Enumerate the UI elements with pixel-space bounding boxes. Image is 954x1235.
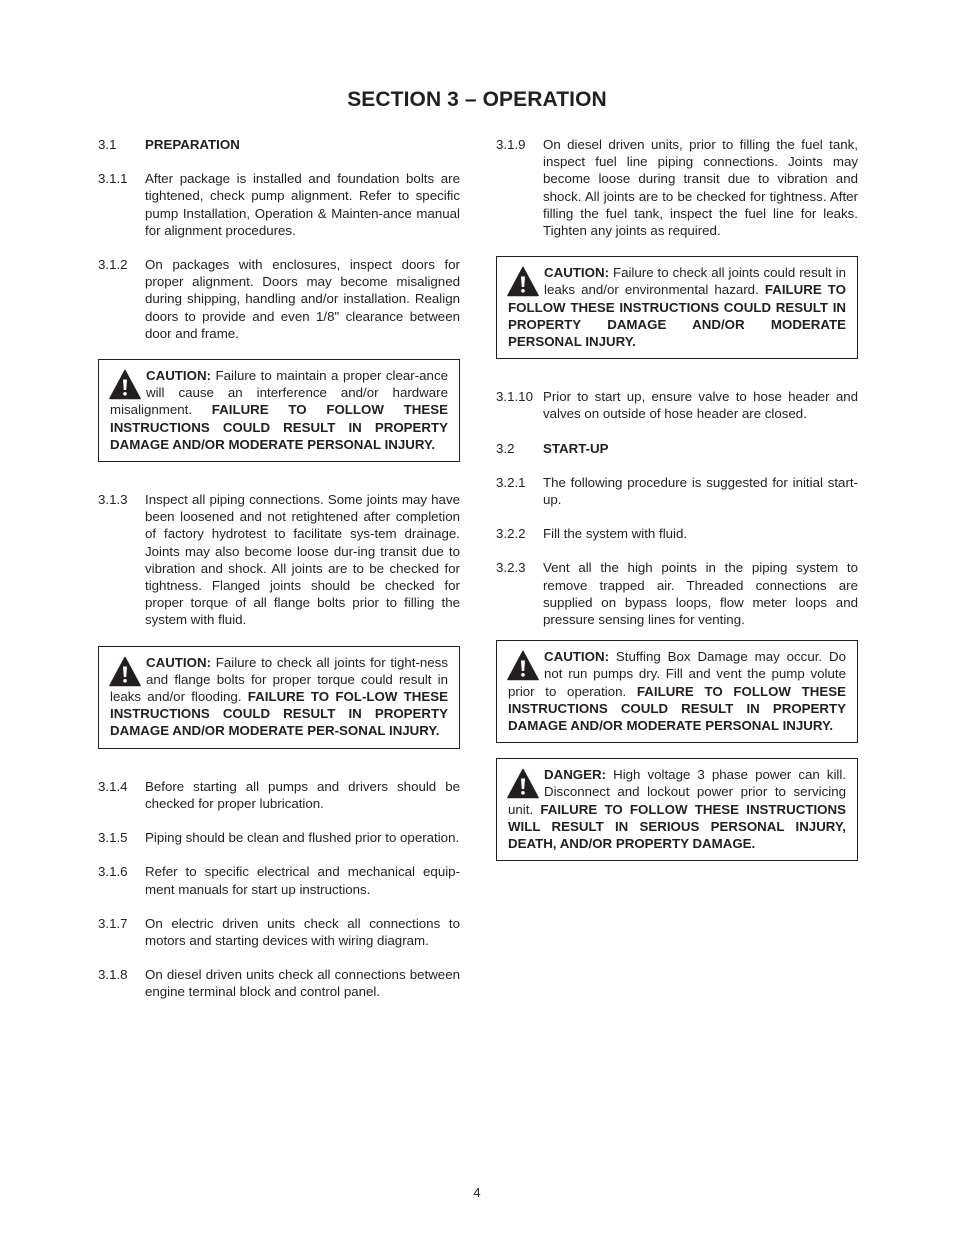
caution-label: CAUTION: bbox=[146, 368, 211, 384]
paragraph-text: Prior to start up, ensure valve to hose header and valves on outside of hose header are closed. bbox=[543, 389, 858, 422]
paragraph-3-1-3 bbox=[98, 491, 460, 629]
paragraph-text: The following procedure is suggested for initial start-up. bbox=[543, 474, 858, 508]
caution-warning: FAILURE TO FOLLOW THESE INSTRUCTIONS COULD RESULT IN PROPERTY DAMAGE AND/OR MODERATE PERSONAL INJURY. bbox=[110, 402, 448, 452]
page-number: 4 bbox=[473, 1185, 481, 1200]
paragraph-number: 3.1.10 bbox=[496, 389, 533, 405]
paragraph-number: 3.2.1 bbox=[496, 474, 526, 490]
paragraph-text: Inspect all piping connections. Some joints may have been loosened and not retightened after completion of factory hydrotest to facilitate sys-tem drainage. Joints may also become loose dur-ing transit due to vibration and shock. All joints are to be checked for tightness. Flanged joints should be checked for proper torque of all flange bolts prior to filling the system with fluid. bbox=[145, 492, 460, 628]
paragraph-3-1-2 bbox=[98, 256, 460, 342]
heading-3-2 bbox=[496, 440, 858, 457]
danger-warning: FAILURE TO FOLLOW THESE INSTRUCTIONS WILL RESULT IN SERIOUS PERSONAL INJURY, DEATH, AND/OR PROPERTY DAMAGE. bbox=[508, 801, 846, 852]
paragraph-number: 3.1.7 bbox=[98, 915, 128, 931]
paragraph-text: On packages with enclosures, inspect doors for proper alignment. Doors may become misaligned during shipping, handling and/or installation. Realign doors to provide and even 1/8" clearance between door and frame. bbox=[145, 257, 460, 341]
caution-label: CAUTION: bbox=[146, 654, 211, 670]
paragraph-3-1-7 bbox=[98, 915, 460, 949]
paragraph-number: 3.1.5 bbox=[98, 830, 128, 846]
caution-box bbox=[98, 646, 460, 749]
right-column bbox=[496, 136, 858, 861]
caution-label: CAUTION: bbox=[544, 649, 609, 665]
paragraph-number: 3.1.1 bbox=[98, 171, 128, 187]
paragraph-3-1-10 bbox=[496, 388, 858, 422]
caution-warning: FAILURE TO FOL-LOW THESE INSTRUCTIONS COULD RESULT IN PROPERTY DAMAGE AND/OR MODERATE PER-SONAL INJURY. bbox=[110, 689, 448, 739]
caution-warning: FAILURE TO FOLLOW THESE INSTRUCTIONS COULD RESULT IN PROPERTY DAMAGE AND/OR MODERATE PERSONAL INJURY. bbox=[508, 683, 846, 734]
warning-triangle-icon bbox=[507, 650, 539, 681]
paragraph-3-1-6 bbox=[98, 863, 460, 897]
paragraph-text: Fill the system with fluid. bbox=[543, 526, 688, 542]
paragraph-3-1-1 bbox=[98, 170, 460, 239]
paragraph-text: Vent all the high points in the piping system to remove trapped air. Threaded connections are supplied on bypass loops, flow meter loops and pressure sensing lines for venting. bbox=[543, 560, 858, 628]
caution-label: CAUTION: bbox=[544, 265, 609, 281]
paragraph-text: On electric driven units check all connections to motors and starting devices with wiring diagram. bbox=[145, 915, 460, 948]
paragraph-text: On diesel driven units check all connections between engine terminal block and control panel. bbox=[145, 967, 460, 1000]
section-number: 3.1 bbox=[98, 137, 117, 152]
section-number: 3.2 bbox=[496, 440, 515, 456]
danger-box bbox=[496, 758, 858, 861]
heading-3-1 bbox=[98, 136, 460, 153]
caution-text: Failure to check all joints could result in leaks and/or environmental hazard. bbox=[544, 265, 847, 298]
paragraph-3-2-3 bbox=[496, 559, 858, 628]
section-heading: PREPARATION bbox=[145, 137, 240, 152]
caution-text: Failure to maintain a proper clear-ance will cause an interference and/or hardware misalignment. bbox=[110, 368, 448, 418]
warning-triangle-icon bbox=[507, 768, 539, 799]
caution-box bbox=[98, 359, 460, 462]
paragraph-number: 3.2.3 bbox=[496, 560, 526, 576]
paragraph-text: Piping should be clean and flushed prior to operation. bbox=[145, 830, 460, 846]
paragraph-3-1-8 bbox=[98, 966, 460, 1000]
paragraph-3-1-4 bbox=[98, 778, 460, 812]
warning-triangle-icon bbox=[109, 369, 141, 400]
warning-triangle-icon bbox=[507, 266, 539, 297]
paragraph-3-1-9 bbox=[496, 136, 858, 239]
caution-warning: FAILURE TO FOLLOW THESE INSTRUCTIONS COULD RESULT IN PROPERTY DAMAGE AND/OR MODERATE PERSONAL INJURY. bbox=[508, 282, 847, 350]
caution-text: Failure to check all joints for tight-ness and flange bolts for proper torque could result in leaks and/or flooding. bbox=[110, 654, 448, 705]
paragraph-number: 3.1.2 bbox=[98, 257, 128, 273]
danger-text: High voltage 3 phase power can kill. Disconnect and lockout power prior to servicing unit. bbox=[508, 767, 847, 817]
section-heading: START-UP bbox=[543, 440, 609, 456]
caution-text: Stuffing Box Damage may occur. Do not run pumps dry. Fill and vent the pump volute prior to operation. bbox=[508, 649, 846, 699]
paragraph-3-2-1 bbox=[496, 474, 858, 508]
danger-label: DANGER: bbox=[544, 767, 607, 783]
warning-triangle-icon bbox=[109, 656, 141, 687]
paragraph-text: On diesel driven units, prior to filling the fuel tank, inspect fuel line piping connections. Joints may become loose during transit due to vibration and shock. All joints are to be checked for tightness. After filling the fuel tank, inspect the fuel line for leaks. Tighten any joints as required. bbox=[543, 137, 858, 239]
paragraph-number: 3.1.8 bbox=[98, 967, 128, 983]
left-column bbox=[98, 136, 460, 1001]
paragraph-text: After package is installed and foundation bolts are tightened, check pump alignment. Refer to specific pump Installation, Operation & Mainten-ance manual for alignment procedures. bbox=[145, 171, 460, 238]
section-title: SECTION 3 – OPERATION bbox=[347, 88, 607, 111]
paragraph-number: 3.2.2 bbox=[496, 526, 526, 542]
paragraph-3-1-5 bbox=[98, 829, 460, 846]
caution-box bbox=[496, 256, 858, 359]
paragraph-number: 3.1.6 bbox=[98, 864, 128, 880]
caution-box bbox=[496, 640, 858, 743]
paragraph-number: 3.1.9 bbox=[496, 137, 526, 152]
paragraph-text: Refer to specific electrical and mechanical equip-ment manuals for start up instructions. bbox=[145, 864, 460, 897]
paragraph-3-2-2 bbox=[496, 525, 858, 542]
paragraph-number: 3.1.3 bbox=[98, 492, 128, 508]
paragraph-text: Before starting all pumps and drivers should be checked for proper lubrication. bbox=[145, 778, 460, 811]
paragraph-number: 3.1.4 bbox=[98, 778, 128, 794]
